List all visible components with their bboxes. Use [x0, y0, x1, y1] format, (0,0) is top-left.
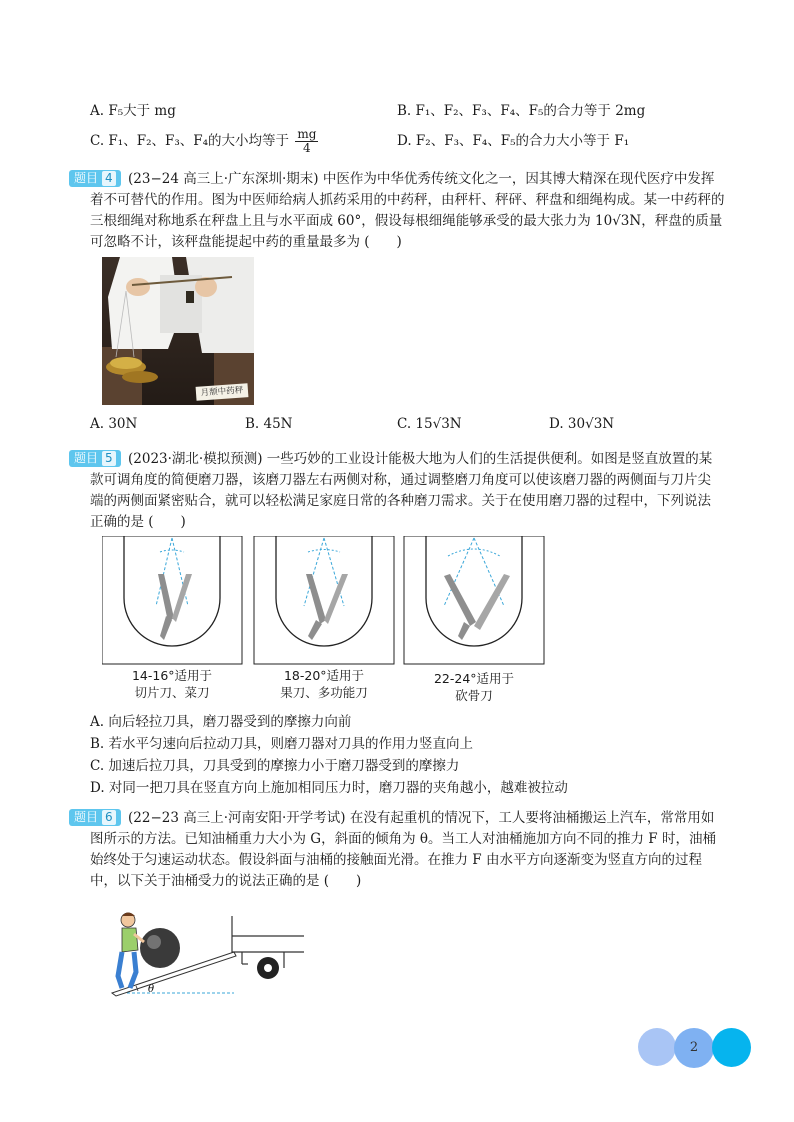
q4-line-2: 着不可替代的作用。图为中医师给病人抓药采用的中药秤，由秤杆、秤砰、秤盘和细绳构成。某一中药秤的 — [90, 192, 725, 208]
page-decor-circle-1 — [638, 1028, 676, 1066]
caption-1-line-2: 切片刀、菜刀 — [134, 685, 210, 700]
fraction-numerator: mg — [297, 127, 317, 141]
question-tag-label: 题目 — [74, 810, 99, 824]
sharpener-diagram-2 — [254, 536, 394, 664]
option-c-prev — [90, 128, 318, 155]
q4-line-1: (23−24 高三上·广东深圳·期末) 中医作为中华优秀传统文化之一，因其博大精深在现代医疗中发挥 — [128, 171, 715, 187]
question-number: 5 — [102, 451, 116, 466]
caption-3 — [404, 670, 544, 704]
q6-line-3: 始终处于匀速运动状态。假设斜面与油桶的接触面光滑。在推力 F 由水平方向逐渐变为竖直方向的过程 — [90, 852, 702, 868]
caption-1-line-1: 14-16°适用于 — [131, 668, 213, 683]
question-number: 4 — [102, 171, 116, 186]
q6-line-4: 中，以下关于油桶受力的说法正确的是 ( ) — [90, 873, 362, 889]
question-tag-label: 题目 — [74, 451, 99, 465]
fraction-denominator: 4 — [303, 141, 311, 155]
q4-line-3: 三根细绳对称地系在秤盘上且与水平面成 60°，假设每根细绳能够承受的最大张力为 10√3N，秤盘的质量 — [90, 213, 723, 229]
q5-option-b: B. 若水平匀速向后拉动刀具，则磨刀器对刀具的作用力竖直向上 — [90, 736, 474, 752]
q4-line-4: 可忽略不计，该秤盘能提起中药的重量最多为 ( ) — [90, 234, 402, 250]
caption-2-line-2: 果刀、多功能刀 — [280, 685, 368, 700]
option-a-prev: A. F₅大于 mg — [90, 103, 176, 119]
question-tag-6 — [69, 809, 121, 826]
angle-theta-label: θ — [148, 984, 155, 995]
page-decor-circle-3 — [712, 1028, 751, 1067]
oil-barrel-ramp-diagram — [108, 906, 308, 998]
caption-1 — [102, 667, 242, 701]
q6-line-2: 图所示的方法。已知油桶重力大小为 G，斜面的倾角为 θ。当工人对油桶施加方向不同的推力 F 时，油桶 — [90, 831, 716, 847]
q6-line-1: (22−23 高三上·河南安阳·开学考试) 在没有起重机的情况下，工人要将油桶搬运上汽车，常常用如 — [128, 810, 715, 826]
caption-2 — [254, 667, 394, 701]
q4-option-d: D. 30√3N — [549, 416, 615, 432]
q5-option-d: D. 对同一把刀具在竖直方向上施加相同压力时，磨刀器的夹角越小，越难被拉动 — [90, 780, 568, 796]
q5-option-a: A. 向后轻拉刀具，磨刀器受到的摩擦力向前 — [90, 714, 352, 730]
q4-option-a: A. 30N — [90, 416, 138, 432]
q5-line-1: (2023·湖北·模拟预测) 一些巧妙的工业设计能极大地为人们的生活提供便利。如图是竖直放置的某 — [128, 451, 713, 467]
caption-3-line-1: 22-24°适用于 — [433, 671, 515, 686]
question-tag-label: 题目 — [74, 171, 99, 185]
photo-label: 月颓中药秤 — [196, 383, 249, 401]
caption-3-line-2: 砍骨刀 — [455, 688, 493, 703]
q4-option-b: B. 45N — [245, 416, 293, 432]
caption-2-line-1: 18-20°适用于 — [283, 668, 365, 683]
q5-line-2: 款可调角度的简便磨刀器，该磨刀器左右两侧对称，通过调整磨刀角度可以使该磨刀器的两侧面与刀片尖 — [90, 472, 711, 488]
q5-line-3: 端的两侧面紧密贴合，就可以轻松满足家庭日常的各种磨刀需求。关于在使用磨刀器的过程中，下列说法 — [90, 493, 711, 509]
knife-sharpener-diagrams — [102, 536, 546, 666]
page-number: 2 — [689, 1040, 699, 1055]
option-b-prev: B. F₁、F₂、F₃、F₄、F₅的合力等于 2mg — [397, 103, 646, 119]
question-number: 6 — [102, 810, 116, 825]
medicine-scale-photo — [102, 257, 254, 405]
question-tag-5 — [69, 450, 121, 467]
question-tag-4 — [69, 170, 121, 187]
q4-option-c: C. 15√3N — [397, 416, 462, 432]
sharpener-diagram-1 — [102, 536, 242, 664]
sharpener-diagram-3 — [404, 536, 544, 664]
fraction — [295, 128, 318, 155]
option-d-prev: D. F₂、F₃、F₄、F₅的合力大小等于 F₁ — [397, 133, 630, 149]
option-c-prev-text: C. F₁、F₂、F₃、F₄的大小均等于 — [90, 133, 290, 149]
q5-option-c: C. 加速后拉刀具，刀具受到的摩擦力小于磨刀器受到的摩擦力 — [90, 758, 460, 774]
q5-line-4: 正确的是 ( ) — [90, 514, 186, 530]
